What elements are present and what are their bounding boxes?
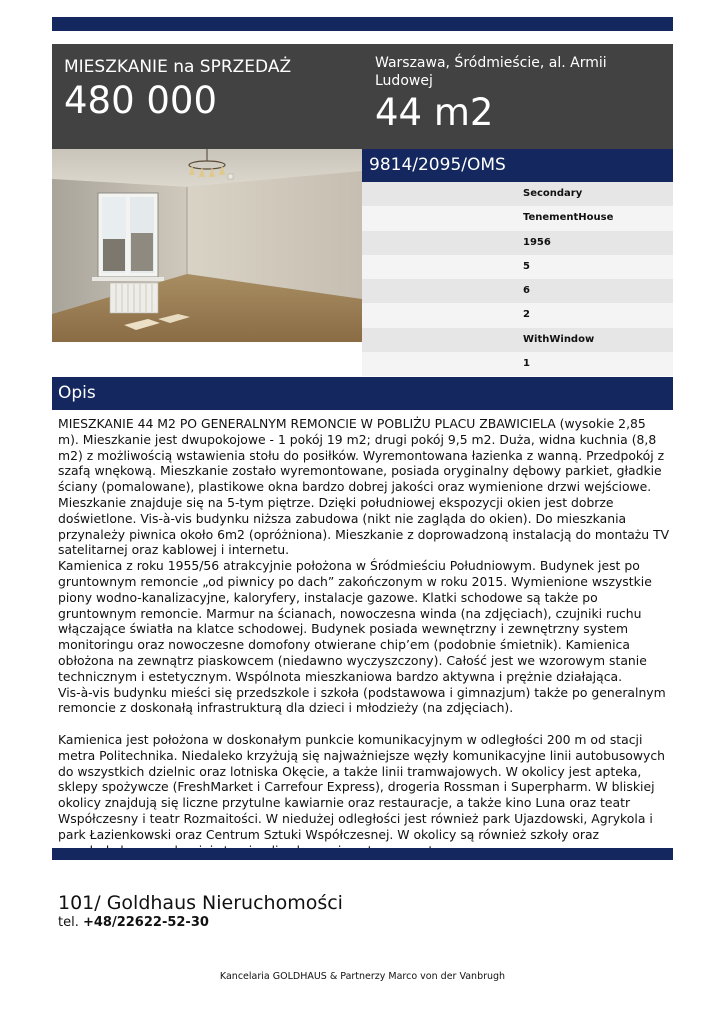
top-accent-bar bbox=[52, 17, 673, 31]
phone-label: tel. bbox=[58, 915, 79, 930]
attribute-rooms: 2 bbox=[362, 303, 673, 327]
description-heading: Opis bbox=[52, 377, 673, 410]
description-body bbox=[58, 416, 670, 858]
listing-location: Warszawa, Śródmieście, al. Armii Ludowej bbox=[375, 55, 607, 89]
agent-block bbox=[58, 891, 343, 931]
attribute-floor: 5 bbox=[362, 255, 673, 279]
attribute-building-type: TenementHouse bbox=[362, 206, 673, 230]
agent-name: 101/ Goldhaus Nieruchomości bbox=[58, 892, 343, 914]
attribute-floors-total: 6 bbox=[362, 279, 673, 303]
attribute-bathrooms: 1 bbox=[362, 352, 673, 376]
listing-kind: MIESZKANIE na SPRZEDAŻ bbox=[64, 57, 292, 77]
bottom-accent-bar bbox=[52, 848, 673, 860]
description-paragraph: MIESZKANIE 44 M2 PO GENERALNYM REMONCIE W POBLIŻU PLACU ZBAWICIELA (wysokie 2,85 m). Mieszkanie jest dwupokojowe - 1 pokój 19 m2; drugi pokój 9,5 m2. Duża, widna kuchnia (8,8 m2) z możliwością wstawienia stołu do posiłków. Wyremontowana łazienka z wanną. Przedpokój z szafą wnękową. Mieszkanie zostało wyremontowane, posiada oryginalny dębowy parkiet, gładkie ściany (pomalowane), plastikowe okna bardzo dobrej jakości oraz wymienione drzwi wejściowe. Mieszkanie znajduje się na 5-tym piętrze. Dzięki południowej ekspozycji okien jest dobrze doświetlone. Vis-à-vis budynku niższa zabudowa (nikt nie zagląda do okien). Do mieszkania przynależy piwnica około 6m2 (opróżniona). Mieszkanie z doprowadzoną instalacją do montażu TV satelitarnej oraz kablowej i internetu. bbox=[58, 416, 670, 558]
apartment-photo bbox=[52, 149, 362, 342]
listing-area: 44 m2 bbox=[375, 91, 494, 134]
attributes-table bbox=[362, 182, 673, 376]
description-paragraph: Vis-à-vis budynku mieści się przedszkole i szkoła (podstawowa i gimnazjum) także po generalnym remoncie z doskonałą infrastrukturą dla dzieci i młodzieży (na zdjęciach). bbox=[58, 684, 666, 716]
footer-text: Kancelaria GOLDHAUS & Partnerzy Marco von der Vanbrugh bbox=[219, 971, 506, 982]
attribute-market: Secondary bbox=[362, 182, 673, 206]
attribute-build-year: 1956 bbox=[362, 231, 673, 255]
description-paragraph: Kamienica z roku 1955/56 atrakcyjnie położona w Śródmieściu Południowym. Budynek jest po gruntownym remoncie „od piwnicy po dach” zakończonym w roku 2015. Wymienione wszystkie piony wodno-kanalizacyjne, kaloryfery, instalacje gazowe. Klatki schodowe są także po gruntownym remoncie. Marmur na ścianach, nowoczesna winda (na zdjęciach), czujniki ruchu włączające światła na klatce schodowej. Budynek posiada wewnętrzny i zewnętrzny system monitoringu oraz nowoczesne domofony otwierane chip’em (podobnie śmietnik). Kamienica obłożona na zewnątrz piaskowcem (niedawno wyczyszczony). Całość jest we wzorowym stanie technicznym i estetycznym. Wspólnota mieszkaniowa bardzo aktywna i prężnie działająca. bbox=[58, 558, 652, 684]
description-paragraph: Kamienica jest położona w doskonałym punkcie komunikacyjnym w odległości 200 m od stacji metra Politechnika. Niedaleko krzyżują się najważniejsze węzły komunikacyjne linii autobusowych do wszystkich dzielnic oraz lotniska Okęcie, a także linii tramwajowych. W okolicy jest apteka, sklepy spożywcze (FreshMarket i Carrefour Express), drogeria Rossman i Superpharm. W bliskiej okolicy znajdują się liczne przytulne kawiarnie oraz restauracje, a także kino Luna oraz teatr Współczesny i teatr Rozmaitości. W niedużej odległości jest również park Ujazdowski, Agrykola i park Łazienkowski oraz Centrum Sztuki Współczesnej. W okolicy są również szkoły oraz bbox=[58, 731, 666, 842]
listing-reference: 9814/2095/OMS bbox=[362, 149, 673, 182]
phone-number[interactable]: +48/22622-52-30 bbox=[82, 915, 209, 930]
attribute-kitchen: WithWindow bbox=[362, 328, 673, 352]
listing-price: 480 000 bbox=[64, 79, 218, 122]
agent-phone-line bbox=[58, 915, 343, 931]
listing-header bbox=[52, 44, 673, 149]
